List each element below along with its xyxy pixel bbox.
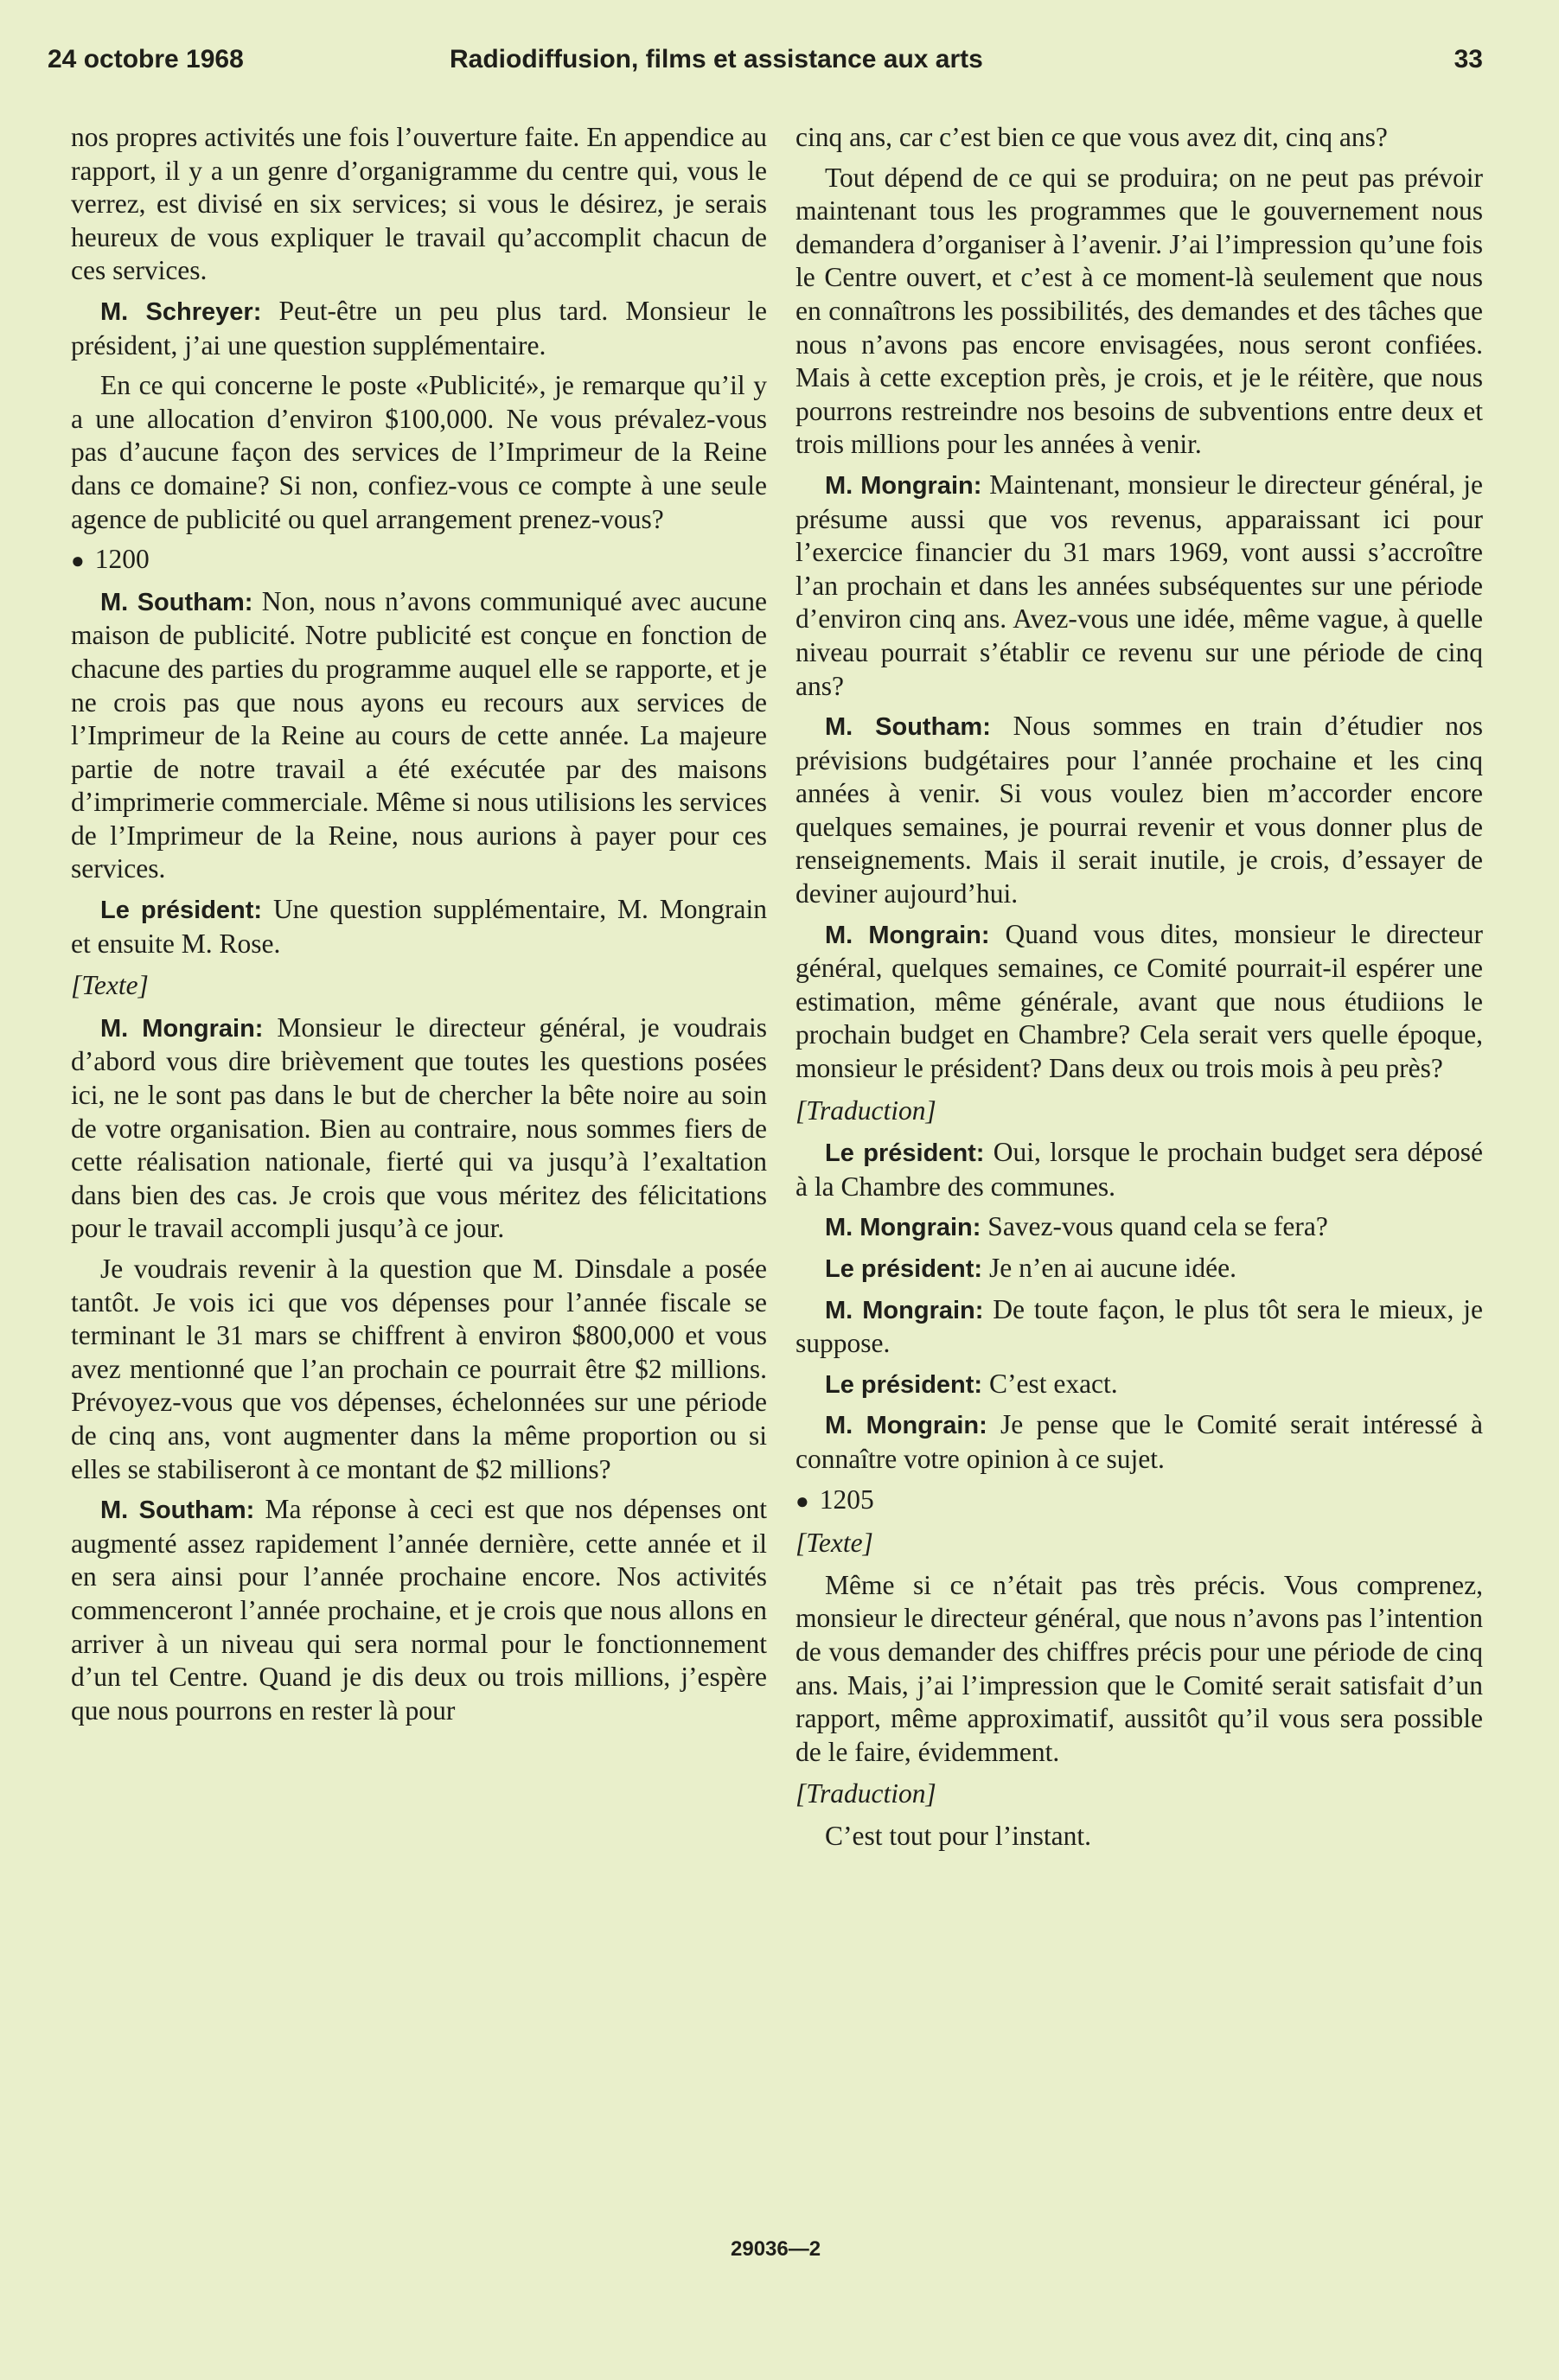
language-note: [Traduction] [795,1094,936,1126]
paragraph [71,585,767,886]
paragraph [795,918,1483,1086]
paragraph [795,1252,1483,1286]
speaker-name: Le président: [825,1370,983,1399]
paragraph [71,893,767,960]
time-marker-value: 1205 [819,1484,874,1515]
speech-text: Je n’en ai aucune idée. [988,1253,1236,1283]
speaker-name: Le président: [825,1139,985,1168]
bullet-icon: ● [71,548,85,574]
speaker-name: Le président: [100,896,263,925]
speech-text: Non, nous n’avons communiqué avec aucune maison de publicité. Notre publicité est conçue en fonction de chacune des parties du programme auquel elle se rapporte, et je ne crois pas que nous ayons eu recours aux services de l’Imprimeur de la Reine au cours de cette année. La majeure partie de notre travail a été exécutée par des maisons d’imprimerie commerciale. Même si nous utilisions les services de l’Imprimeur de la Reine, nous aurions à payer pour ces services. [71,585,767,884]
speaker-name: Le président: [825,1255,983,1283]
speech-text: Savez-vous quand cela se fera? [987,1211,1328,1242]
header-title: Radiodiffusion, films et assistance aux arts [450,45,983,73]
paragraph [795,710,1483,911]
speaker-name: M. Mongrain: [825,1296,984,1324]
speech-text: De toute façon, le plus tôt sera le mieux, je suppose. [795,1293,1483,1359]
speech-text: Peut-être un peu plus tard. Monsieur le président, j’ai une question supplémentaire. [71,295,767,361]
paragraph [71,1493,767,1727]
left-column [71,121,767,1734]
language-note: [Texte] [71,970,149,1001]
paragraph: C’est tout pour l’instant. [825,1820,1091,1851]
paragraph: nos propres activités une fois l’ouverture faite. En appendice au rapport, il y a un genre d’organigramme du centre qui, vous le verrez, est divisé en six services; si vous le désirez, je serais heureux de vous expliquer le travail qu’accomplit chacun de ces services. [71,122,767,286]
paragraph: En ce qui concerne le poste «Publicité», je remarque qu’il y a une allocation d’environ $100,000. Ne vous prévalez-vous pas d’aucune façon des services de l’Imprimeur de la Reine dans ce domaine? Si non, confiez-vous ce compte à une seule agence de publicité ou quel arrangement prenez-vous? [71,370,767,534]
language-note: [Traduction] [795,1778,936,1809]
paragraph [795,1408,1483,1476]
bullet-icon: ● [795,1488,809,1514]
speaker-name: M. Schreyer: [100,297,262,326]
speaker-name: M. Mongrain: [825,921,990,949]
paragraph: Je voudrais revenir à la question que M. Dinsdale a posée tantôt. Je vois ici que vos dépenses pour l’année fiscale se terminant le 31 mars se chiffrent à environ $800,000 et vous avez mentionné que l’an prochain ce pourrait être $2 millions. Prévoyez-vous que vos dépenses, échelonnées sur une période de cinq ans, vont augmenter dans la même proportion ou si elles se stabiliseront à ce montant de $2 millions? [71,1254,767,1484]
header-date: 24 octobre 1968 [48,45,244,73]
speech-text: Oui, lorsque le prochain budget sera déposé à la Chambre des communes. [795,1137,1483,1202]
speaker-name: M. Mongrain: [825,471,982,500]
paragraph: Même si ce n’était pas très précis. Vous comprenez, monsieur le directeur général, que nous n’avons pas l’intention de vous demander des chiffres précis pour une période de cinq ans. Mais, j’ai l’impression que le Comité serait satisfait d’un rapport, même approximatif, aussitôt qu’il vous sera possible de le faire, évidemment. [795,1569,1483,1767]
paragraph [71,295,767,362]
speech-text: Ma réponse à ceci est que nos dépenses ont augmenté assez rapidement l’année dernière, cette année et il en sera ainsi pour l’année prochaine encore. Nos activités commenceront l’année prochaine, et je crois que nous allons en arriver à un niveau qui sera normal pour le fonctionnement d’un tel Centre. Quand je dis deux ou trois millions, j’espère que nous pourrons en rester là pour [71,1494,768,1726]
time-marker [71,543,767,578]
speech-text: Je pense que le Comité serait intéressé à connaître votre opinion à ce sujet. [795,1409,1484,1474]
right-column [795,121,1483,1860]
speech-text: C’est exact. [988,1368,1118,1399]
language-note: [Texte] [795,1528,873,1559]
time-marker [795,1484,1483,1519]
time-marker-value: 1200 [94,544,150,575]
paragraph [795,1210,1483,1245]
running-header [48,45,1483,97]
speech-text: Une question supplémentaire, M. Mongrain et ensuite M. Rose. [71,894,767,959]
speech-text: Quand vous dites, monsieur le directeur général, quelques semaines, ce Comité pourrait-il espérer une estimation, même générale, avant que nous étudiions le prochain budget en Chambre? Cela serait vers quelle époque, monsieur le président? Dans deux ou trois mois à peu près? [795,918,1484,1084]
paragraph: cinq ans, car c’est bien ce que vous avez dit, cinq ans? [795,122,1388,152]
paragraph [795,1368,1483,1402]
paragraph [795,1136,1483,1203]
speech-text: Maintenant, monsieur le directeur général, je présume aussi que vos revenus, apparaissant ici pour l’exercice financier du 31 mars 1969, vont aussi s’accroître l’an prochain et dans les années subséquentes sur une période d’environ cinq ans. Avez-vous une idée, même vague, à quelle niveau pourrait s’établir ce revenu sur une période de cinq ans? [795,469,1483,701]
speaker-name: M. Mongrain: [100,1014,264,1043]
speaker-name: M. Mongrain: [825,1214,981,1242]
speech-text: Monsieur le directeur général, je voudrais d’abord vous dire brièvement que toutes les questions posées ici, ne le sont pas dans le but de chercher la bête noire au soin de votre organisation. Bien au contraire, nous sommes fiers de cette réalisation nationale, fierté qui va jusqu’à l’exaltation dans bien des cas. Je crois que vous méritez des félicitations pour le travail accompli jusqu’à ce jour. [71,1011,767,1244]
speaker-name: M. Mongrain: [825,1412,987,1440]
paragraph [71,1011,767,1246]
paragraph: Tout dépend de ce qui se produira; on ne peut pas prévoir maintenant tous les programmes que le gouvernement nous demandera d’organiser à l’avenir. J’ai l’impression qu’une fois le Centre ouvert, et c’est à ce moment-là seulement que nous en connaîtrons les possibilités, des demandes et des tâches que nous n’avons pas encore envisagées, nous seront confiées. Mais à cette exception près, je crois, et je le réitère, que nous pourrons restreindre nos besoins de subventions entre deux et trois millions pour les années à venir. [795,162,1483,460]
page-number: 33 [1454,45,1483,73]
paragraph [795,1293,1483,1361]
speaker-name: M. Southam: [825,713,991,742]
speech-text: Nous sommes en train d’étudier nos prévisions budgétaires pour l’année prochaine et les cinq années à venir. Si vous voulez bien m’accorder encore quelques semaines, je pourrai revenir et vous donner plus de renseignements. Mais il serait inutile, je crois, d’essayer de deviner aujourd’hui. [795,711,1483,909]
paragraph [795,469,1483,703]
page-footer-code: 29036—2 [731,2237,821,2261]
speaker-name: M. Southam: [100,1496,255,1525]
speaker-name: M. Southam: [100,588,253,616]
